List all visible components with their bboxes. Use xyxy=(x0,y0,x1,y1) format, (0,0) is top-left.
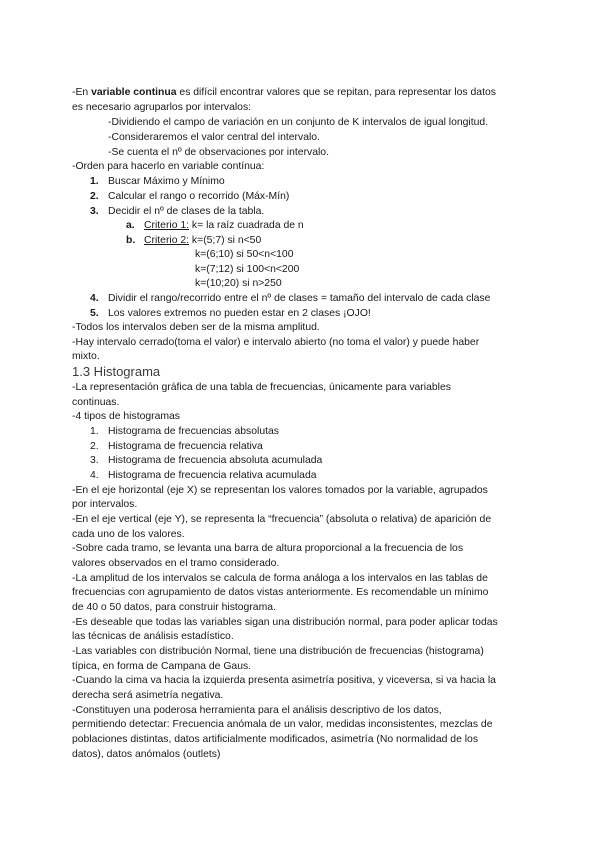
body-line: -La amplitud de los intervalos se calcula de forma análoga a los intervalos en las tablas de xyxy=(72,573,488,584)
criteria-b xyxy=(144,234,261,248)
type-text: Histograma de frecuencia relativa xyxy=(108,441,263,452)
type-text: Histograma de frecuencia relativa acumulada xyxy=(108,470,317,481)
body-line: valores observados en el tramo considerado. xyxy=(72,558,280,569)
body-line: -Constituyen una poderosa herramienta para el análisis descriptivo de los datos, xyxy=(72,705,442,716)
intro-line xyxy=(72,86,496,100)
body-line: -Es deseable que todas las variables sigan una distribución normal, para poder aplicar todas xyxy=(72,617,498,628)
criteria-marker-b: b. xyxy=(126,235,136,246)
note-line: mixto. xyxy=(72,351,100,362)
intro-prefix: -En xyxy=(72,87,92,98)
criteria-a xyxy=(144,219,304,233)
sub-intro-item: -Se cuenta el nº de observaciones por intervalo. xyxy=(108,147,329,158)
body-line: -En el eje vertical (eje Y), se representa la “frecuencia” (absoluta o relativa) de aparición de xyxy=(72,514,492,525)
sub-intro-item: -Consideraremos el valor central del intervalo. xyxy=(108,132,320,143)
type-text: Histograma de frecuencia absoluta acumulada xyxy=(108,455,323,466)
body-line: datos), datos anómalos (outlets) xyxy=(72,749,221,760)
criteria-b-range: k=(10;20) si n>250 xyxy=(195,278,282,289)
intro-bold-term: variable continua xyxy=(91,87,177,98)
body-line: -En el eje horizontal (eje X) se representan los valores tomados por la variable, agrupados xyxy=(72,485,488,496)
type-text: Histograma de frecuencias absolutas xyxy=(108,426,279,437)
criteria-a-text: k= la raíz cuadrada de n xyxy=(189,220,304,231)
criteria-marker-a: a. xyxy=(126,220,135,231)
intro-rest: es difícil encontrar valores que se repitan, para representar los datos xyxy=(176,87,496,98)
criteria-a-label: Criterio 1: xyxy=(144,220,190,231)
body-line: típica, en forma de Campana de Gaus. xyxy=(72,661,252,672)
order-title: -Orden para hacerlo en variable contínua: xyxy=(72,161,265,172)
type-number: 1. xyxy=(90,426,99,437)
body-line: por intervalos. xyxy=(72,499,138,510)
step-number: 4. xyxy=(90,293,99,304)
body-line: de 40 o 50 datos, para construir histograma. xyxy=(72,602,276,613)
criteria-b-text: k=(5;7) si n<50 xyxy=(189,235,262,246)
criteria-b-range: k=(6;10) si 50<n<100 xyxy=(195,249,294,260)
criteria-b-label: Criterio 2: xyxy=(144,235,190,246)
body-line: las técnicas de análisis estadístico. xyxy=(72,631,234,642)
criteria-b-range: k=(7;12) si 100<n<200 xyxy=(195,264,300,275)
intro-line-2: es necesario agruparlos por intervalos: xyxy=(72,102,252,113)
note-line: -Todos los intervalos deben ser de la misma amplitud. xyxy=(72,322,320,333)
note-line: -Hay intervalo cerrado(toma el valor) e intervalo abierto (no toma el valor) y puede haber xyxy=(72,337,480,348)
step-text: Calcular el rango o recorrido (Máx-Mín) xyxy=(108,191,290,202)
body-line: permitiendo detectar: Frecuencia anómala de un valor, medidas inconsistentes, mezclas de xyxy=(72,719,493,730)
body-line: cada uno de los valores. xyxy=(72,529,185,540)
step-number: 2. xyxy=(90,191,99,202)
hist-intro-line: continuas. xyxy=(72,397,120,408)
section-heading: 1.3 Histograma xyxy=(72,364,161,379)
body-line: -Sobre cada tramo, se levanta una barra de altura proporcional a la frecuencia de los xyxy=(72,543,464,554)
body-line: derecha será asimetría negativa. xyxy=(72,690,224,701)
body-line: frecuencias con agrupamiento de datos vistas anteriormente. Es recomendable un mínimo xyxy=(72,587,489,598)
step-number: 5. xyxy=(90,308,99,319)
step-number: 3. xyxy=(90,206,99,217)
type-number: 3. xyxy=(90,455,99,466)
step-text: Dividir el rango/recorrido entre el nº de clases = tamaño del intervalo de cada clase xyxy=(108,293,491,304)
body-line: poblaciones distintas, datos artificialmente modificados, asimetría (No normalidad de los xyxy=(72,734,479,745)
body-line: -Las variables con distribución Normal, tiene una distribución de frecuencias (histograma) xyxy=(72,646,484,657)
step-text: Decidir el nº de clases de la tabla. xyxy=(108,206,265,217)
step-text: Buscar Máximo y Mínimo xyxy=(108,176,225,187)
hist-intro-line: -4 tipos de histogramas xyxy=(72,411,181,422)
type-number: 4. xyxy=(90,470,99,481)
step-number: 1. xyxy=(90,176,99,187)
body-line: -Cuando la cima va hacia la izquierda presenta asimetría positiva, y viceversa, si va hacia la xyxy=(72,675,496,686)
step-text: Los valores extremos no pueden estar en 2 clases ¡OJO! xyxy=(108,308,371,319)
sub-intro-item: -Dividiendo el campo de variación en un conjunto de K intervalos de igual longitud. xyxy=(108,117,489,128)
type-number: 2. xyxy=(90,441,99,452)
hist-intro-line: -La representación gráfica de una tabla de frecuencias, únicamente para variables xyxy=(72,382,451,393)
